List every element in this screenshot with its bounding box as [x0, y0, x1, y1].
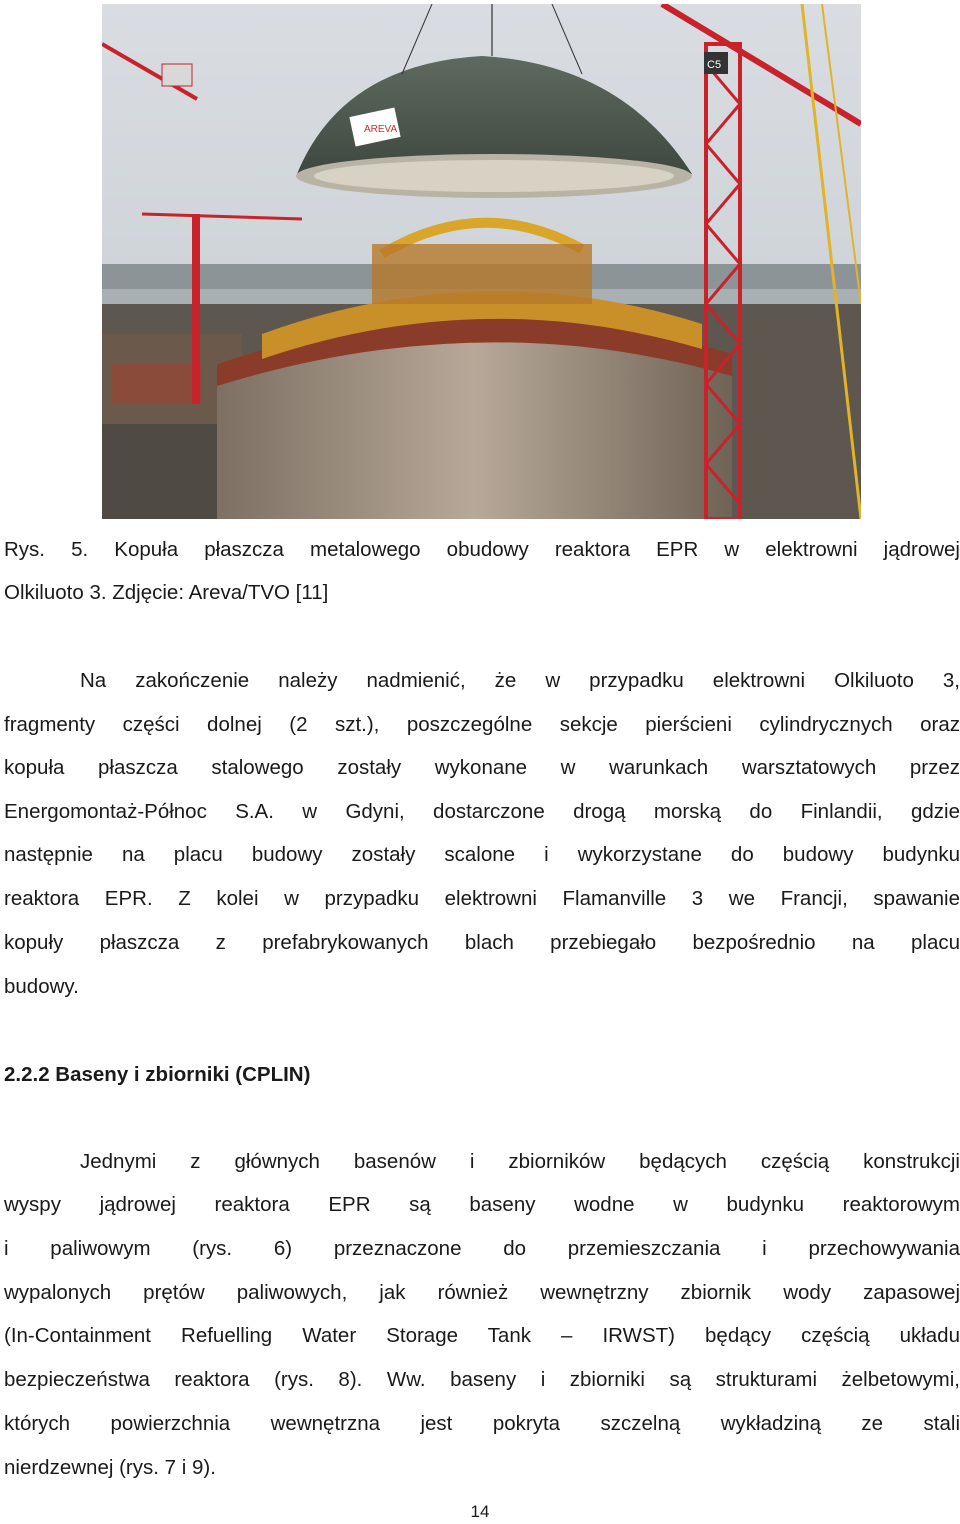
figure-caption-line-1: Rys. 5. Kopuła płaszcza metalowego obudowy reaktora EPR w elektrowni jądrowej [4, 538, 960, 561]
paragraph1-line: fragmenty części dolnej (2 szt.), poszczególne sekcje pierścieni cylindrycznych oraz [4, 713, 960, 736]
paragraph1-line: budowy. [4, 975, 79, 998]
figure-caption-line-2: Olkiluoto 3. Zdjęcie: Areva/TVO [11] [4, 581, 329, 604]
paragraph1-line: reaktora EPR. Z kolei w przypadku elektrowni Flamanville 3 we Francji, spawanie [4, 887, 960, 910]
paragraph2-line: wypalonych prętów paliwowych, jak również wewnętrzny zbiornik wody zapasowej [4, 1281, 960, 1304]
paragraph1-line: następnie na placu budowy zostały scalone i wykorzystane do budowy budynku [4, 843, 960, 866]
paragraph2-line: (In-Containment Refuelling Water Storage Tank – IRWST) będący częścią układu [4, 1324, 960, 1347]
paragraph2-line: których powierzchnia wewnętrzna jest pokryta szczelną wykładziną ze stali [4, 1412, 960, 1435]
page-number: 14 [470, 1502, 490, 1521]
paragraph2-line: bezpieczeństwa reaktora (rys. 8). Ww. baseny i zbiorniki są strukturami żelbetowymi, [4, 1368, 960, 1391]
paragraph2-line: Jednymi z głównych basenów i zbiorników będących częścią konstrukcji [80, 1150, 960, 1173]
photo-label-areva: AREVA [364, 124, 398, 135]
photo-label-c5: C5 [707, 59, 722, 71]
paragraph1-line: kopuła płaszcza stalowego zostały wykonane w warunkach warsztatowych przez [4, 756, 960, 779]
paragraph1-line: Energomontaż-Północ S.A. w Gdyni, dostarczone drogą morską do Finlandii, gdzie [4, 800, 960, 823]
paragraph1-line: kopuły płaszcza z prefabrykowanych blach przebiegało bezpośrednio na placu [4, 931, 960, 954]
section-heading: 2.2.2 Baseny i zbiorniki (CPLIN) [4, 1063, 311, 1086]
paragraph1-line: Na zakończenie należy nadmienić, że w przypadku elektrowni Olkiluoto 3, [80, 669, 960, 692]
paragraph2-line: i paliwowym (rys. 6) przeznaczone do przemieszczania i przechowywania [4, 1237, 960, 1260]
figure-photo [102, 4, 861, 519]
paragraph2-line: wyspy jądrowej reaktora EPR są baseny wodne w budynku reaktorowym [4, 1193, 960, 1216]
paragraph2-line: nierdzewnej (rys. 7 i 9). [4, 1456, 216, 1479]
